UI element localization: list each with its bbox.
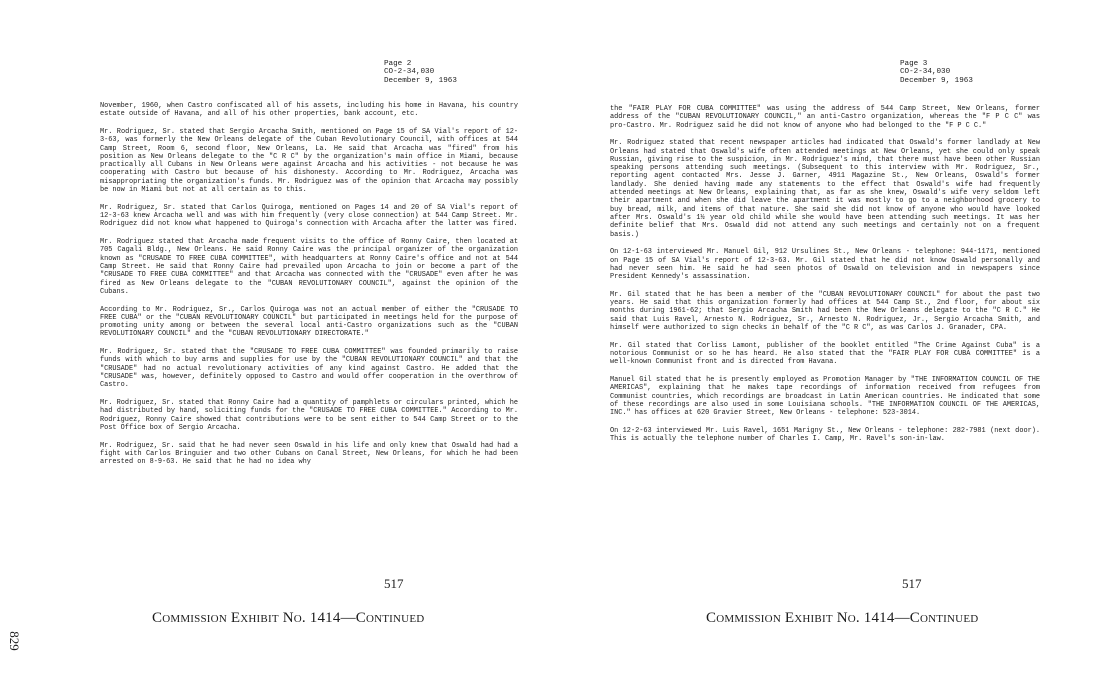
body-paragraph: On 12-2-63 interviewed Mr. Luis Ravel, 1651 Marigny St., New Orleans - telephone: 282-7981 (next door). This is actually the telephone number of Charles I. Camp, Mr. Ravel's son-in-law.	[610, 426, 1040, 444]
right-document-page	[560, 0, 1090, 691]
book-page-number-text: 829	[7, 631, 22, 651]
body-paragraph: Mr. Rodriguez, Sr. stated that Sergio Arcacha Smith, mentioned on Page 15 of SA Vial's report of 12-3-63, was formerly the New Orleans delegate of the Cuban Revolutionary Council, with offices at 544 Camp Street, Room 6, second floor, New Orleans, La. He said that Arcacha was "fired" from his position as New Orleans delegate to the "C R C" by the organization's main office in Miami, because practically all Cubans in New Orleans were against Arcacha and his activities - not because he was cooperating with Castro but because of his dishonesty. According to Mr. Rodriguez, Arcacha was misappropriating the organization's funds. Mr. Rodriguez was of the opinion that Arcacha may possibly be now in Miami but not at all certain as to this.	[100, 127, 518, 195]
page-number: 517	[384, 576, 404, 591]
book-page-number	[2, 624, 26, 658]
page-header-reference: Page 2 CO-2-34,030 December 9, 1963	[384, 60, 457, 85]
body-paragraph: Mr. Gil stated that he has been a member of the "CUBAN REVOLUTIONARY COUNCIL" for about the past two years. He said that this organization formerly had offices at 544 Camp St., 2nd floor, for about six months during 1961-62; that Sergio Arcacha Smith had been the New Orleans delegate to the "C R C." He said that Luis Ravel, Arnesto N. Rodriguez, Sr., Arnesto N. Rodriguez, Jr., Sergio Arcacha Smith, and himself were authorized to sign checks in behalf of the "C R C", as was Carlos J. Granader, CPA.	[610, 290, 1040, 332]
body-paragraph: Mr. Rodriguez, Sr. stated that Ronny Caire had a quantity of pamphlets or circulars printed, which he had distributed by hand, soliciting funds for the "CRUSADE TO FREE CUBA COMMITTEE." According to Mr. Rodriguez, Ronny Caire showed that contributions were to be sent either to 544 Camp Street or to the Post Office box of Sergio Arcacha.	[100, 398, 518, 432]
page-body	[610, 105, 1040, 453]
body-paragraph: the "FAIR PLAY FOR CUBA COMMITTEE" was using the address of 544 Camp Street, New Orleans, former address of the "CUBAN REVOLUTIONARY COUNCIL," an anti-Castro organization, whereas the "F P C C" was pro-Castro. Mr. Rodriguez said he did not know of anyone who had belonged to the "F P C C."	[610, 105, 1040, 130]
body-paragraph: Mr. Rodriguez stated that Arcacha made frequent visits to the office of Ronny Caire, then located at 705 Cagali Bldg., New Orleans. He said Ronny Caire was the principal organizer of the organization known as "CRUSADE TO FREE CUBA COMMITTEE", with headquarters at Ronny Caire's office and not at 544 Camp Street. He said that Ronny Caire had prevailed upon Arcacha to join or become a part of the "CRUSADE TO FREE CUBA COMMITTEE" and that Arcacha was connected with the "CRUSADE" even after he was fired as New Orleans delegate to the "CUBAN REVOLUTIONARY COUNCIL", against the opinion of the Cubans.	[100, 238, 518, 296]
exhibit-caption: Commission Exhibit No. 1414—Continued	[152, 610, 425, 626]
body-paragraph: November, 1960, when Castro confiscated all of his assets, including his home in Havana, his country estate outside of Havana, and all of his other properties, bank account, etc.	[100, 102, 518, 119]
body-paragraph: Mr. Gil stated that Corliss Lamont, publisher of the booklet entitled "The Crime Against Cuba" is a notorious Communist or so he has heard. He also stated that the "FAIR PLAY FOR CUBA COMMITTEE" is a well-known Communist front and is directed from Havana.	[610, 341, 1040, 367]
exhibit-caption: Commission Exhibit No. 1414—Continued	[706, 610, 979, 626]
body-paragraph: On 12-1-63 interviewed Mr. Manuel Gil, 912 Ursulines St., New Orleans - telephone: 944-1171, mentioned on Page 15 of SA Vial's report of 12-3-63. Mr. Gil stated that he did not know Oswald personally and had never seen him. He said he had seen photos of Oswald on television and in newspapers since President Kennedy's assassination.	[610, 248, 1040, 282]
page-header-reference: Page 3 CO-2-34,030 December 9, 1963	[900, 60, 973, 85]
page-body	[100, 102, 518, 476]
body-paragraph: Mr. Rodriguez, Sr. said that he had never seen Oswald in his life and only knew that Oswald had had a fight with Carlos Bringuier and two other Cubans on Canal Street, New Orleans, for which he had been arrested on 8-9-63. He said that he had no idea why	[100, 441, 518, 467]
left-document-page	[0, 0, 530, 691]
body-paragraph: Manuel Gil stated that he is presently employed as Promotion Manager by "THE INFORMATION COUNCIL OF THE AMERICAS", explaining that he makes tape recordings of information received from refugees from Communist countries, which recordings are broadcast in Latin American countries. He indicated that some of these recordings are also used in some Louisiana schools. "THE INFORMATION COUNCIL OF THE AMERICAS, INC." has offices at 620 Gravier Street, New Orleans - telephone: 523-3014.	[610, 375, 1040, 418]
body-paragraph: Mr. Rodriguez stated that recent newspaper articles had indicated that Oswald's former landlady at New Orleans had stated that Oswald's wife often attended meetings at New Orleans, yet she could only speak Russian, giving rise to the suspicion, in Mr. Rodriguez's mind, that there must have been other Russian speaking persons attending such meetings. (Subsequent to this interview with Mr. Rodriguez, Sr., reporting agent contacted Mrs. Jesse J. Garner, 4911 Magazine St., New Orleans, Oswald's former landlady. She denied having made any statements to the effect that Oswald's wife had frequently attended meetings at New Orleans, explaining that, as far as she knew, Oswald's wife very seldom left their apartment and when she did leave the apartment it was mostly to go to a neighborhood grocery to buy bread, milk, and items of that nature. She said she did not know of anyone who would have looked after Mrs. Oswald's 1½ year old child while she would have been attending such meetings. It was her definite belief that Mrs. Oswald did not attend any such meetings and certainly not on a frequent basis.)	[610, 139, 1040, 239]
body-paragraph: Mr. Rodriguez, Sr. stated that Carlos Quiroga, mentioned on Pages 14 and 20 of SA Vial's report of 12-3-63 knew Arcacha well and was with him frequently (very close connection) at 544 Camp Street. Mr. Rodriguez did not know what happened to Quiroga's connection with Arcacha after the latter was fired.	[100, 203, 518, 229]
body-paragraph: Mr. Rodriguez, Sr. stated that the "CRUSADE TO FREE CUBA COMMITTEE" was founded primarily to raise funds with which to buy arms and supplies for use by the "CUBAN REVOLUTIONARY COUNCIL" and that the "CRUSADE" had no actual revolutionary activities of any kind against Castro. He added that the "CRUSADE" was, however, definitely opposed to Castro and would offer cooperation in the overthrow of Castro.	[100, 348, 518, 390]
page-number: 517	[902, 576, 922, 591]
body-paragraph: According to Mr. Rodriguez, Sr., Carlos Quiroga was not an actual member of either the "CRUSADE TO FREE CUBA" or the "CUBAN REVOLUTIONARY COUNCIL" but participated in meetings held for the purpose of promoting unity among or between the several local anti-Castro organizations such as the "CUBAN REVOLUTIONARY COUNCIL" and the "CUBAN REVOLUTIONARY DIRECTORATE."	[100, 305, 518, 339]
